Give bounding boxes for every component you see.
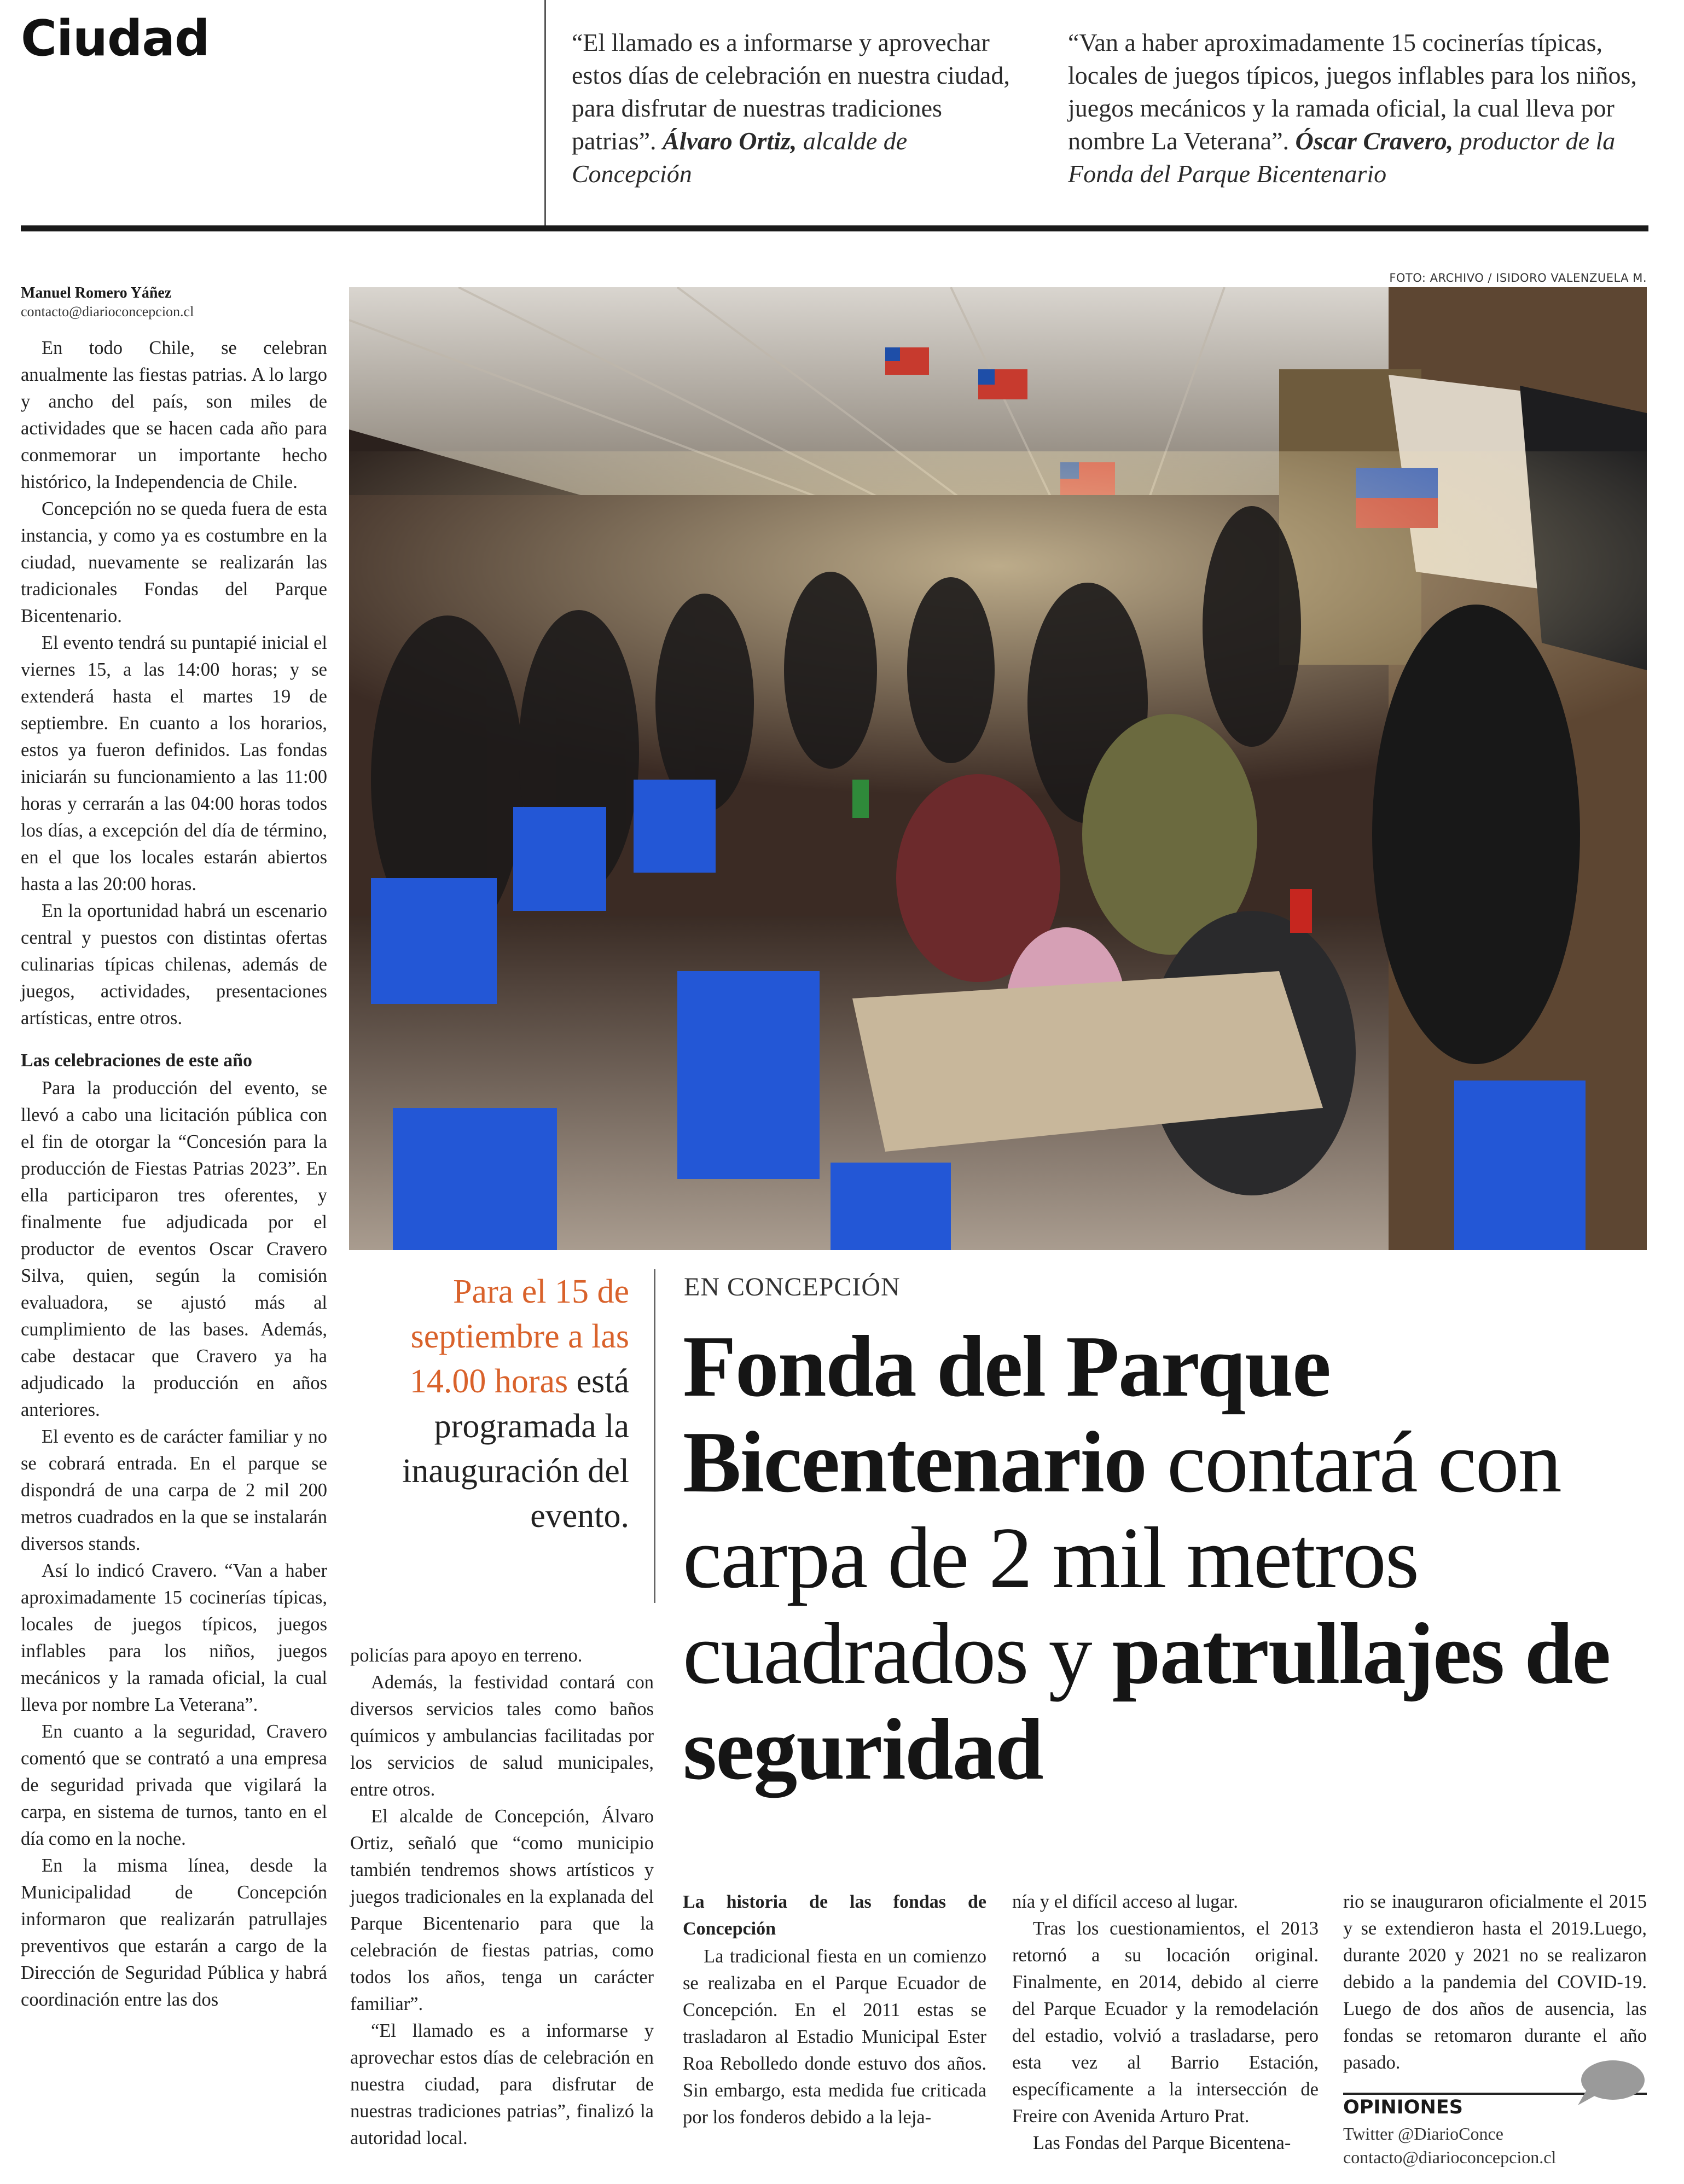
article-column-2: policías para apoyo en terreno. Además, la festividad contará con diversos servicios tales como baños químicos y ambulancias facilitadas por los servicios de salud municipales, entre otros. El alcalde de Concepción, Álvaro Ortiz, señaló que “como municipio también tendremos shows artísticos y juegos tradicionales en la explanada del Parque Bicentenario para que la celebración de fiestas patrias, como todos los años, tenga un carácter familiar”. “El llamado es a informarse y aprovechar estos días de celebración en nuestra ciudad, para disfrutar de nuestras tradiciones patrias”, finalizó la autoridad local. <box>350 1645 654 2148</box>
subhead-historia: La historia de las fondas de Concepción <box>683 1892 986 1939</box>
speech-bubble-icon <box>1575 2058 1646 2107</box>
kicker: EN CONCEPCIÓN <box>684 1273 901 1302</box>
article-column-1: En todo Chile, se celebran anualmente las fiestas patrias. A lo largo y ancho del país, son miles de actividades que se hacen cada año para conmemorar un importante hecho histórico, la Independencia de Chile. Concepción no se queda fuera de esta instancia, y como ya es costumbre en la ciudad, nuevamente se realizarán las tradicionales Fondas del Parque Bicentenario. El evento tendrá su puntapié inicial el viernes 15, a las 14:00 horas; y se extenderá hasta el martes 19 de septiembre. En cuanto a los horarios, estos ya fueron definidos. Las fondas iniciarán su funcionamiento a las 11:00 horas y cerrarán a las 04:00 horas todos los días, a excepción del día de término, en el que los locales estarán abiertos hasta a las 20:00 horas. En la oportunidad habrá un escenario central y puestos con distintas ofertas culinarias típicas chilenas, además de juegos, actividades, presentaciones artísticas, entre otros. Las celebraciones de este año Para la producción del evento, se llevó a cabo una licitación pública con el fin de otorgar la “Concesión para la producción de Fiestas Patrias 2023”. En ella participaron tres oferentes, y finalmente fue adjudicada por el productor de eventos Oscar Cravero Silva, quien, según la comisión evaluadora, se ajustó más al cumplimiento de las bases. Además, cabe destacar que Cravero ya ha adjudicado la producción en años anteriores. El evento es de carácter familiar y no se cobrará entrada. En el parque se dispondrá de una carpa de 2 mil 200 metros cuadrados en la que se instalarán diversos stands. Así lo indicó Cravero. “Van a haber aproximadamente 15 cocinerías típicas, locales de juegos típicos, juegos inflables para los niños, juegos mecánicos y la ramada oficial, la cual lleva por nombre La Veterana”. En cuanto a la seguridad, Cravero comentó que se contrató a una empresa de seguridad privada que vigilará la carpa, en sistema de turnos, tanto en el día como en la noche. En la misma línea, desde la Municipalidad de Concepción informaron que realizarán patrullajes preventivos que estarán a cargo de la Dirección de Seguridad Pública y habrá coordinación entre las dos <box>21 338 327 2010</box>
opinions-twitter: Twitter @DiarioConce <box>1343 2124 1503 2144</box>
quote-cravero: “Van a haber aproximadamente 15 cocinerías típicas, locales de juegos típicos, juegos inflables para los niños, juegos mecánicos y la ramada oficial, la cual lleva por nombre La Veterana”. Óscar Cravero, productor de la Fonda del Parque Bicentenario <box>1068 28 1637 188</box>
opinions-title: OPINIONES <box>1343 2096 1463 2118</box>
fonda-photo <box>349 287 1647 1250</box>
photo-credit: FOTO: ARCHIVO / ISIDORO VALENZUELA M. <box>1389 271 1647 284</box>
section-title: Ciudad <box>21 10 210 67</box>
article-column-4: nía y el difícil acceso al lugar. Tras los cuestionamientos, el 2013 retornó a su locación original. Finalmente, en 2014, debido al cierre del Parque Ecuador y la remodelación del estadio, volvió a trasladarse, pero esta vez al Barrio Estación, específicamente a la intersección de Freire con Avenida Arturo Prat. Las Fondas del Parque Bicentena- <box>1012 1891 1319 2153</box>
pull-quote: Para el 15 de septiembre a las 14.00 horas está programada la inauguración del evento. <box>402 1273 629 1535</box>
subhead-celebraciones: Las celebraciones de este año <box>21 1050 253 1071</box>
author-name: Manuel Romero Yáñez <box>21 284 172 301</box>
author-email: contacto@diarioconcepcion.cl <box>21 304 194 320</box>
quote-ortiz: “El llamado es a informarse y aprovechar estos días de celebración en nuestra ciudad, para disfrutar de nuestras tradiciones patrias”. Álvaro Ortiz, alcalde de Concepción <box>572 28 1010 188</box>
headline: Fonda del Parque Bicentenario contará con carpa de 2 mil metros cuadrados y patrullajes de seguridad <box>683 1317 1610 1798</box>
article-column-3: La historia de las fondas de Concepción La tradicional fiesta en un comienzo se realizaba en el Parque Ecuador de Concepción. En el 2011 estas se trasladaron al Estadio Municipal Ester Roa Rebolledo donde estuvo dos años. Sin embargo, esta medida fue criticada por los fonderos debido a la leja- <box>683 1889 986 2131</box>
pullquote-divider <box>654 1269 655 1603</box>
header-rule <box>21 225 1648 231</box>
opinions-email: contacto@diarioconcepcion.cl <box>1343 2147 1557 2167</box>
article-column-5: rio se inauguraron oficialmente el 2015 y se extendieron hasta el 2019.Luego, durante 2020 y 2021 no se realizaron debido a la pandemia del COVID-19. Luego de dos años de ausencia, las fondas se retomaron durante el año pasado. <box>1343 1891 1647 2073</box>
header-divider <box>544 0 546 225</box>
